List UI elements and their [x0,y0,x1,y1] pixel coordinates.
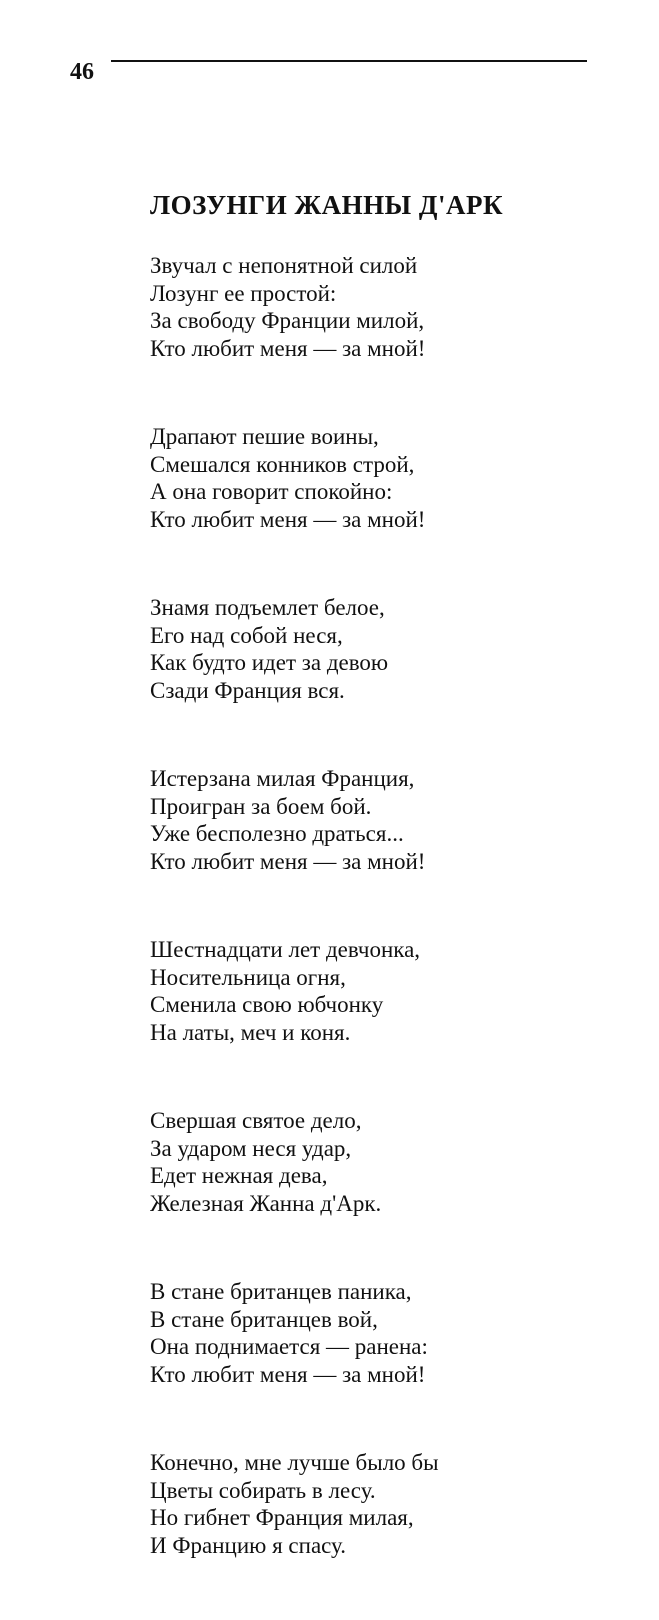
poem-line: А она говорит спокойно: [150,479,393,504]
poem-line: Его над собой неся, [150,622,343,648]
poem-line: Сзади Франция вся. [150,677,345,703]
header-rule [111,60,587,62]
poem-line: За ударом неся удар, [150,1135,352,1161]
poem-line: Истерзана милая Франция, [150,766,415,791]
poem-line: Кто любит меня — за мной! [150,1361,426,1387]
poem-line: Сменила свою юбчонку [150,992,384,1017]
poem-body [150,252,630,1620]
poem-line: Драпают пешие воины, [150,424,379,449]
poem-line: Конечно, мне лучше было бы [150,1450,439,1475]
stanza-4 [150,765,630,875]
poem-line: За свободу Франции милой, [150,308,425,333]
poem-line: Кто любит меня — за мной! [150,506,426,532]
stanza-3 [150,594,630,704]
poem-line: Железная Жанна д'Арк. [150,1190,382,1216]
poem-line: Свершая святое дело, [150,1108,362,1133]
poem-line: Как будто идет за девою [150,650,389,675]
page-number: 46 [70,59,94,85]
stanza-7 [150,1278,630,1388]
poem-line: В стане британцев вой, [150,1306,378,1332]
poem-line: Уже бесполезно драться... [150,821,404,846]
poem-line: В стане британцев паника, [150,1279,412,1304]
poem-line: Едет нежная дева, [150,1163,328,1188]
poem-line: Смешался конников строй, [150,451,415,477]
poem-line: Звучал с непонятной силой [150,253,418,278]
poem-line: Кто любит меня — за мной! [150,335,426,361]
poem-title: ЛОЗУНГИ ЖАННЫ Д'АРК [150,190,504,220]
poem-line: Знамя подъемлет белое, [150,595,385,620]
poem-line: Кто любит меня — за мной! [150,848,426,874]
poem-line: И Францию я спасу. [150,1532,347,1558]
stanza-6 [150,1107,630,1217]
poem-line: Шестнадцати лет девчонка, [150,937,421,962]
stanza-2 [150,423,630,533]
stanza-1 [150,252,630,362]
poem-line: На латы, меч и коня. [150,1019,351,1045]
poem-line: Но гибнет Франция милая, [150,1505,414,1530]
poem-line: Носительница огня, [150,964,346,990]
poem-line: Лозунг ее простой: [150,280,337,306]
poem-line: Цветы собирать в лесу. [150,1477,376,1503]
stanza-5 [150,936,630,1046]
poem-line: Проигран за боем бой. [150,793,372,819]
poem-line: Она поднимается — ранена: [150,1334,428,1359]
